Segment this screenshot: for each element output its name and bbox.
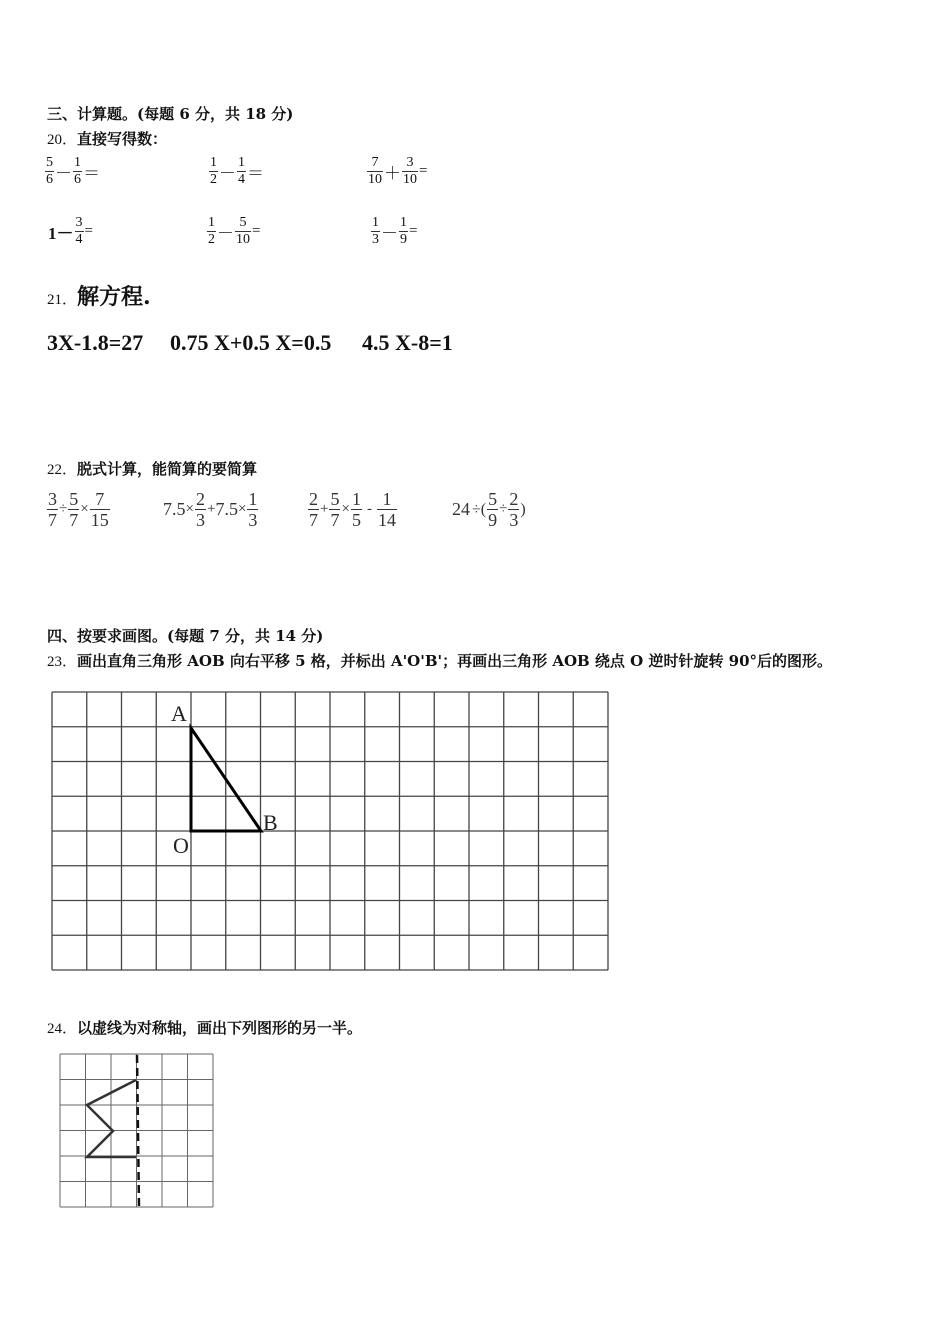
operator: － (55, 164, 72, 183)
q23-number: 23． (47, 654, 78, 670)
operator: － (219, 164, 236, 183)
operator: × (80, 501, 89, 517)
fraction: $\frac{1}{3}$ (372, 215, 379, 247)
lead-term: 1－ (48, 224, 74, 243)
fraction: $\frac{3}{10}$ (403, 155, 417, 187)
fraction: $\frac{5}{6}$ (46, 155, 53, 187)
equation-1: 3X-1.8=27 (47, 330, 144, 355)
whole-number: 24 (452, 499, 470, 519)
operator: - (366, 501, 372, 517)
operator: ÷ (499, 501, 508, 517)
operator: ＋ (384, 164, 401, 183)
section4-title: 四、按要求画图。(每题 7 分，共 14 分) (47, 627, 324, 645)
q24-number: 24． (47, 1021, 78, 1037)
fraction: $\frac{2}{3}$ (509, 489, 519, 530)
q20-number: 20． (47, 132, 78, 148)
section3-title: 三、计算题。(每题 6 分，共 18 分) (47, 105, 294, 123)
operator: ÷ (59, 501, 68, 517)
fraction: $\frac{1}{2}$ (208, 215, 215, 247)
fraction: $\frac{5}{10}$ (236, 215, 250, 247)
close-paren: ) (520, 500, 526, 518)
label-a: A (171, 701, 187, 726)
operator: ÷( (472, 500, 487, 518)
fraction: $\frac{7}{15}$ (90, 489, 109, 530)
equals-sign: = (409, 223, 418, 239)
q23-title: 画出直角三角形 AOB 向右平移 5 格，并标出 A'O'B'；再画出三角形 AOB 绕点 O 逆时针旋转 90°后的图形。 (77, 652, 833, 670)
fraction: $\frac{1}{2}$ (210, 155, 217, 187)
fraction: $\frac{1}{6}$ (74, 155, 81, 187)
fraction: $\frac{2}{3}$ (195, 489, 205, 530)
fraction: $\frac{1}{3}$ (248, 489, 258, 530)
whole-number: 7.5 (163, 499, 186, 519)
operator: × (237, 501, 247, 517)
operator: + (320, 501, 329, 517)
fraction: $\frac{3}{7}$ (48, 489, 57, 530)
fraction: $\frac{2}{7}$ (309, 489, 318, 530)
fraction: $\frac{5}{9}$ (488, 489, 498, 530)
equals-sign: = (84, 223, 93, 239)
equation-3: 4.5 X-8=1 (362, 330, 453, 355)
fraction: $\frac{3}{4}$ (75, 215, 83, 247)
equation-2: 0.75 X+0.5 X=0.5 (170, 330, 332, 355)
q22-number: 22． (47, 462, 78, 478)
fraction: $\frac{5}{7}$ (330, 489, 340, 530)
q23-grid (52, 692, 608, 970)
equals-sign: ＝ (247, 164, 264, 183)
q22-title: 脱式计算，能简算的要简算 (77, 460, 258, 478)
operator: + (206, 501, 216, 517)
label-o: O (173, 833, 189, 858)
q24-title: 以虚线为对称轴，画出下列图形的另一半。 (77, 1019, 363, 1037)
fraction: $\frac{1}{9}$ (400, 215, 407, 247)
fraction: $\frac{7}{10}$ (368, 155, 382, 187)
fraction: $\frac{5}{7}$ (69, 489, 79, 530)
equals-sign: = (419, 163, 428, 179)
operator: × (341, 501, 350, 517)
fraction: $\frac{1}{14}$ (377, 489, 396, 530)
operator: － (217, 224, 234, 243)
q21-title: 解方程. (77, 284, 151, 310)
label-b: B (263, 810, 278, 835)
operator: × (185, 501, 194, 517)
q21-number: 21． (47, 292, 78, 308)
equals-sign: = (252, 223, 261, 239)
operator: － (381, 224, 398, 243)
q24-heading (47, 1017, 362, 1038)
equals-sign: ＝ (83, 164, 100, 183)
fraction: $\frac{1}{5}$ (351, 489, 361, 530)
fraction: $\frac{1}{4}$ (238, 155, 245, 187)
q24-grid (60, 1054, 213, 1207)
q20-title: 直接写得数： (77, 130, 168, 148)
whole-number: 7.5 (215, 499, 238, 519)
